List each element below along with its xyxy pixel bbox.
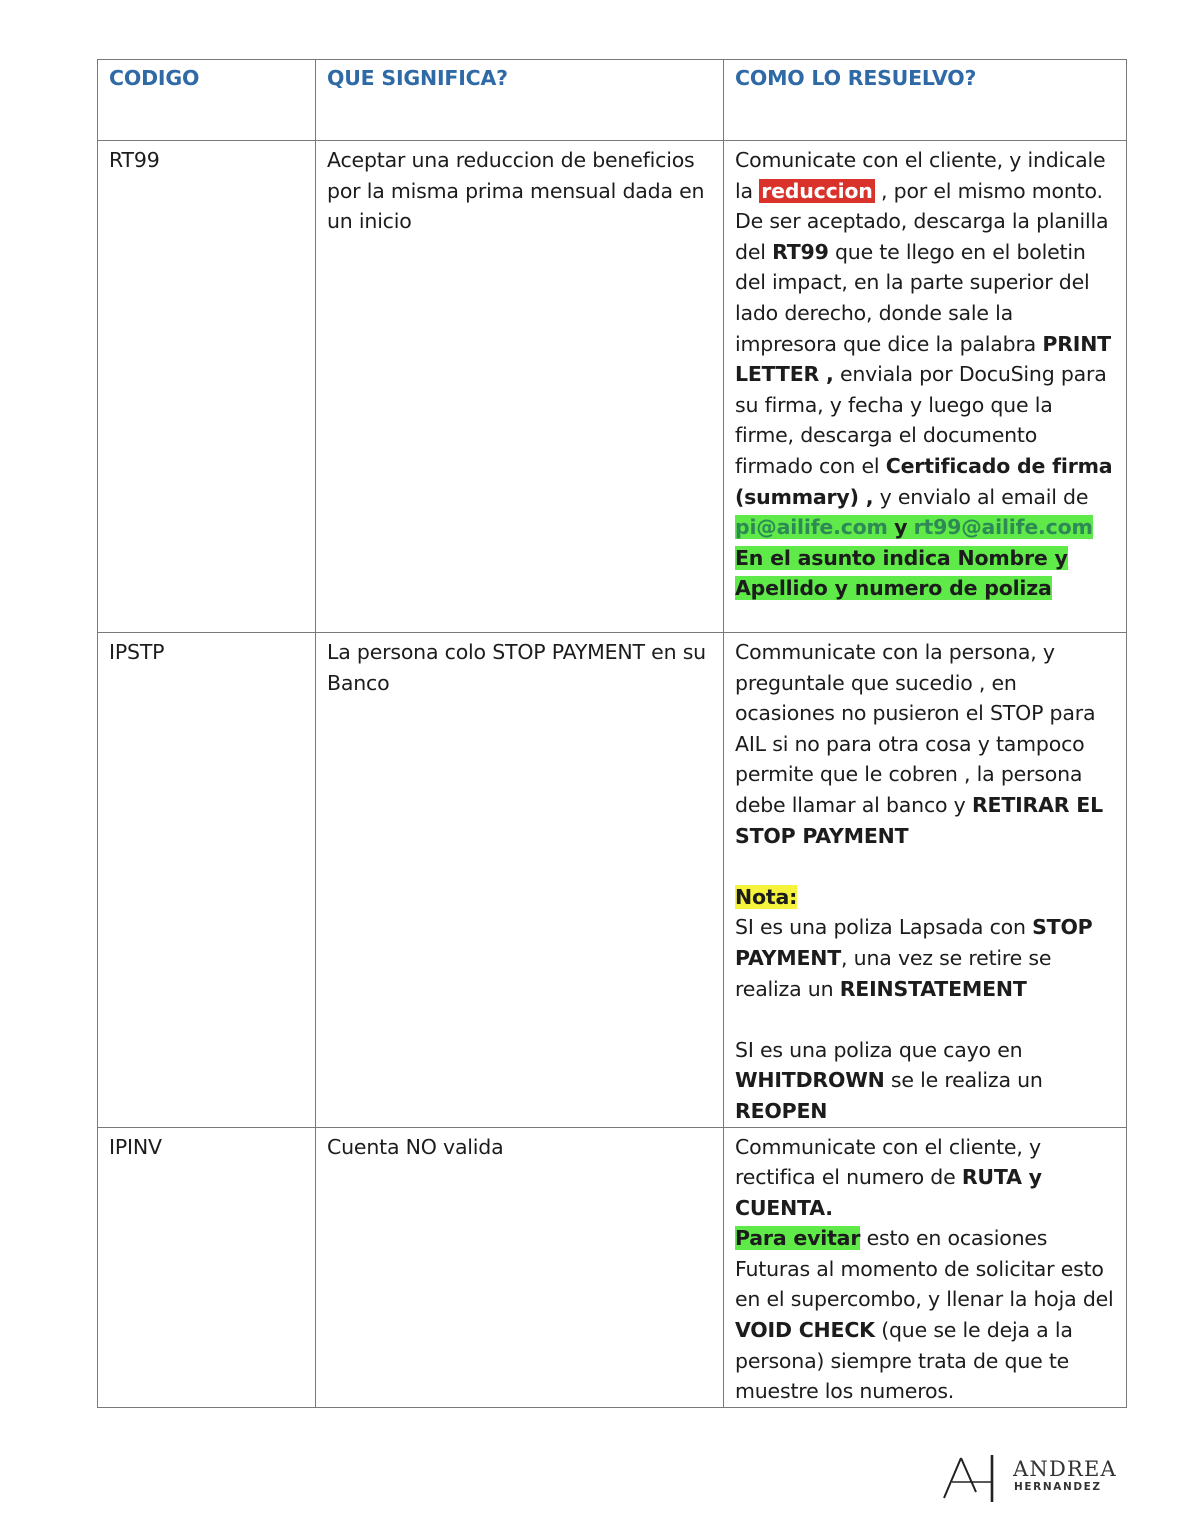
meaning-cell: La persona colo STOP PAYMENT en su Banco — [316, 633, 724, 1128]
code-cell: RT99 — [98, 141, 316, 633]
resolution-cell — [724, 141, 1127, 633]
email-link-rt99[interactable]: rt99@ailife.com — [913, 515, 1093, 540]
header-como-lo-resuelvo: COMO LO RESUELVO? — [724, 60, 1127, 141]
subject-instruction: En el asunto indica Nombre y Apellido y numero de poliza — [735, 545, 1068, 601]
resolution-cell — [724, 1127, 1127, 1407]
logo-surname: HERNANDEZ — [1014, 1481, 1102, 1493]
bold-whitdrown: WHITDROWN — [735, 1068, 885, 1093]
table-header-row — [98, 60, 1127, 141]
nota-label: Nota: — [735, 884, 798, 909]
bold-print-letter: PRINT LETTER , — [735, 331, 1111, 387]
email-link-pi[interactable]: pi@ailife.com — [735, 515, 888, 540]
bold-void-check: VOID CHECK — [735, 1318, 875, 1343]
header-codigo: CODIGO — [98, 60, 316, 141]
resolution-text: SI es una poliza que cayo en — [735, 1037, 1023, 1062]
ah-monogram-icon — [942, 1452, 998, 1504]
resolution-text: , por el mismo monto. De ser aceptado, descarga la planilla del — [735, 178, 1109, 264]
resolution-text: SI es una poliza Lapsada con — [735, 915, 1026, 940]
resolution-text: esto en ocasiones Futuras al momento de solicitar esto en el supercombo, y llenar la hoja del — [735, 1226, 1114, 1312]
resolution-text: (que se le deja a la persona) siempre trata de que te muestre los numeros. — [735, 1318, 1073, 1404]
code-cell: IPINV — [98, 1127, 316, 1407]
bold-retirar-stop: RETIRAR EL STOP PAYMENT — [735, 792, 1103, 848]
code-cell: IPSTP — [98, 633, 316, 1128]
resolution-text: Communicate con el cliente, y rectifica el numero de — [735, 1134, 1041, 1190]
table-row-rt99 — [98, 141, 1127, 633]
bold-certificado: Certificado de firma (summary) , — [735, 453, 1113, 509]
bold-rt99: RT99 — [772, 239, 829, 264]
meaning-cell: Cuenta NO valida — [316, 1127, 724, 1407]
table-row-ipinv — [98, 1127, 1127, 1407]
resolution-text: y envialo al email de — [879, 484, 1089, 509]
error-codes-table — [97, 59, 1127, 1408]
bold-reopen: REOPEN — [735, 1098, 828, 1123]
email-joiner: y — [894, 515, 908, 540]
resolution-text: enviala por DocuSing para su firma, y fecha y luego que la firme, descarga el documento firmado con el — [735, 362, 1107, 478]
bold-ruta-cuenta: RUTA y CUENTA. — [735, 1165, 1042, 1220]
resolution-text: Communicate con la persona, y preguntale que sucedio , en ocasiones no pusieron el STOP para AIL si no para otra cosa y tampoco permite que le cobren , la persona debe llamar al banco y — [735, 640, 1096, 817]
resolution-text: , una vez se retire se realiza un — [735, 945, 1052, 1001]
highlight-para-evitar: Para evitar — [735, 1226, 861, 1251]
logo-name: ANDREA — [1013, 1457, 1117, 1481]
meaning-cell: Aceptar una reduccion de beneficios por la misma prima mensual dada en un inicio — [316, 141, 724, 633]
bold-reinstatement: REINSTATEMENT — [839, 976, 1027, 1001]
bold-stop-payment: STOP PAYMENT — [735, 915, 1093, 970]
resolution-text: se le realiza un — [890, 1068, 1043, 1093]
resolution-cell — [724, 633, 1127, 1128]
header-que-significa: QUE SIGNIFICA? — [316, 60, 724, 141]
table-row-ipstp — [98, 633, 1127, 1128]
resolution-text: que te llego en el boletin del impact, en la parte superior del lado derecho, donde sale la impresora que dice la palabra — [735, 239, 1090, 356]
brand-logo — [942, 1452, 1132, 1504]
highlight-reduccion: reduccion — [761, 178, 873, 203]
resolution-text: Comunicate con el cliente, y indicale la — [735, 148, 1106, 203]
